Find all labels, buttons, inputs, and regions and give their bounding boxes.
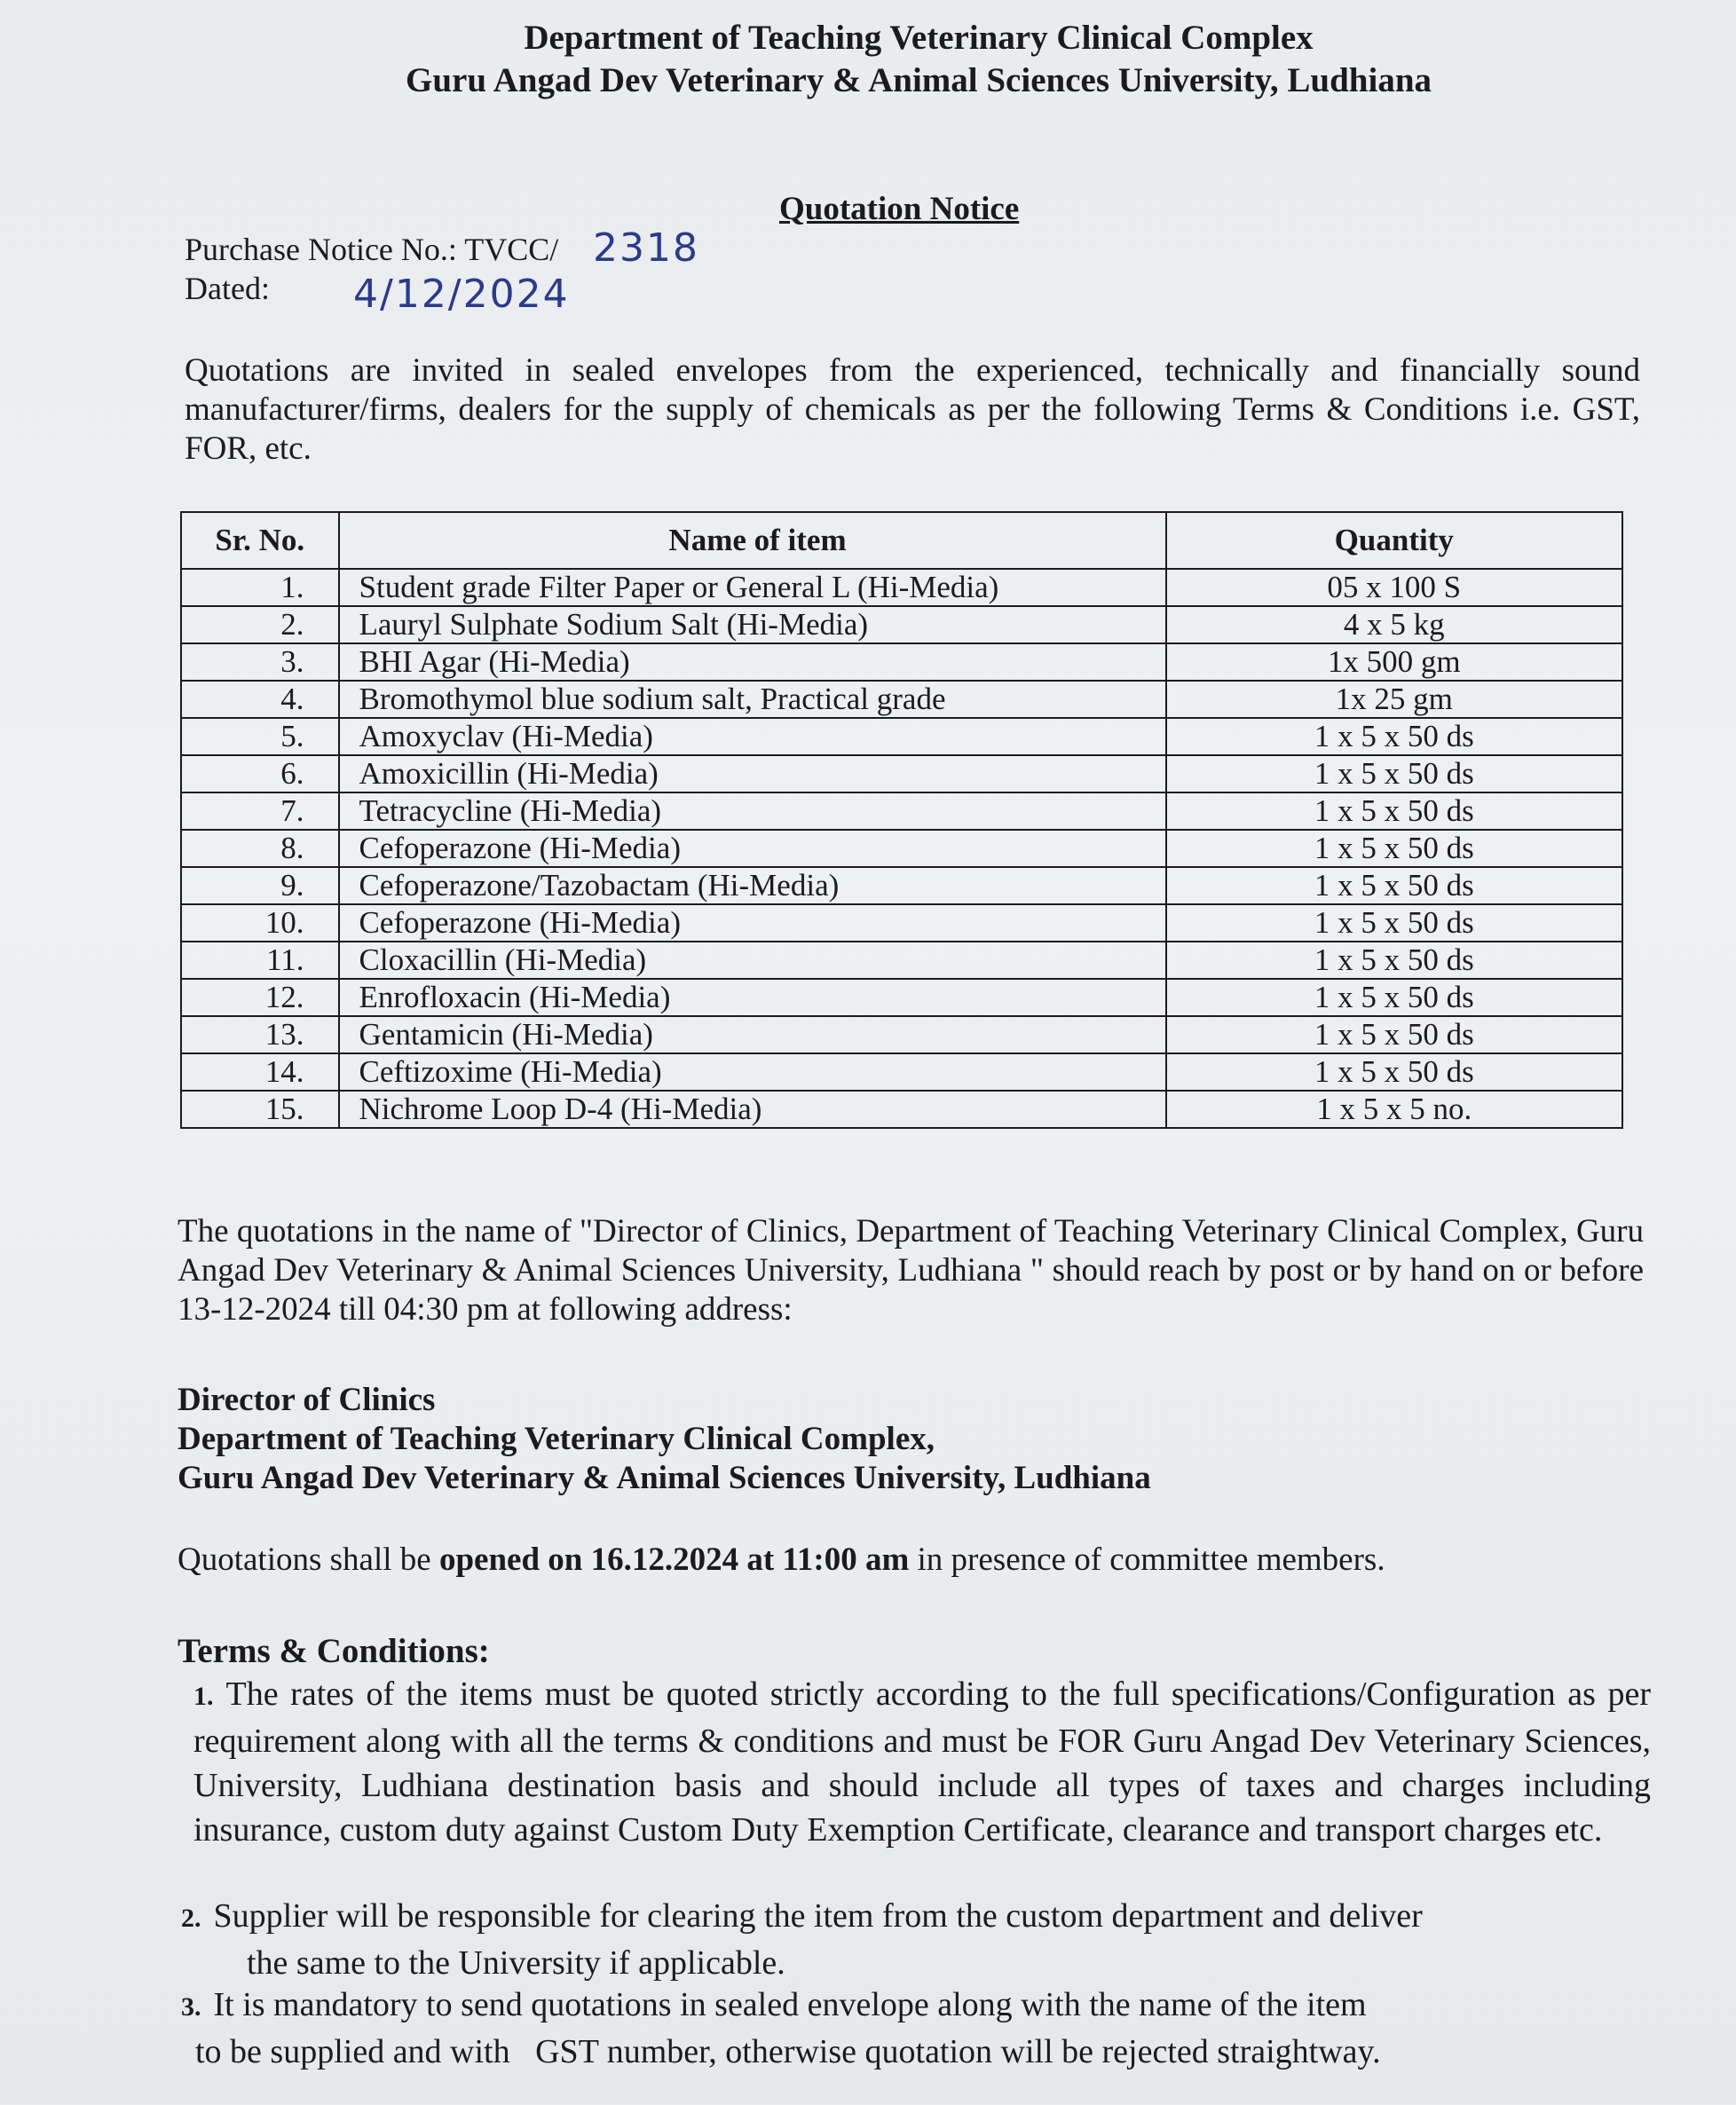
table-row [181,718,1622,755]
item-name-cell: BHI Agar (Hi-Media) [339,643,1166,681]
quantity-cell: 1x 25 gm [1166,681,1622,718]
item-name-cell: Lauryl Sulphate Sodium Salt (Hi-Media) [339,606,1166,643]
table-row [181,606,1622,643]
quantity-cell: 1 x 5 x 50 ds [1166,1016,1622,1053]
item-name-cell: Bromothymol blue sodium salt, Practical grade [339,681,1166,718]
purchase-notice-number: 2318 [593,225,699,271]
sr-cell: 1. [181,569,339,606]
quantity-cell: 1 x 5 x 50 ds [1166,718,1622,755]
table-row [181,942,1622,979]
table-row [181,979,1622,1016]
quantity-cell: 05 x 100 S [1166,569,1622,606]
table-row [181,1091,1622,1128]
item-name-cell: Cefoperazone (Hi-Media) [339,904,1166,942]
table-row [181,681,1622,718]
term-text-continued: the same to the University if applicable. [247,1944,785,1982]
item-name-cell: Nichrome Loop D-4 (Hi-Media) [339,1091,1166,1128]
notice-date: 4/12/2024 [353,272,570,317]
purchase-notice-label: Purchase Notice No.: TVCC/ [185,232,559,267]
table-row [181,867,1622,904]
sr-cell: 5. [181,718,339,755]
sr-cell: 12. [181,979,339,1016]
item-name-cell: Amoxicillin (Hi-Media) [339,755,1166,792]
opening-suffix: in presence of committee members. [909,1541,1385,1578]
quantity-cell: 1 x 5 x 50 ds [1166,904,1622,942]
opening-statement [178,1541,1385,1579]
table-row [181,643,1622,681]
term-number: 3. [181,1992,201,2022]
quantity-cell: 1 x 5 x 50 ds [1166,867,1622,904]
dated-label: Dated: [185,271,270,306]
sr-cell: 11. [181,942,339,979]
intro-paragraph: Quotations are invited in sealed envelopes from the experienced, technically and financially sound manufacturer/firms, dealers for the supply of chemicals as per the following Terms & Conditions i.e. GST, FOR, etc. [185,352,1640,467]
sr-cell: 6. [181,755,339,792]
sr-cell: 9. [181,867,339,904]
address-line-2: Department of Teaching Veterinary Clinical Complex, [178,1421,935,1457]
address-line-3: Guru Angad Dev Veterinary & Animal Sciences University, Ludhiana [178,1460,1151,1496]
sr-cell: 4. [181,681,339,718]
address-line-1: Director of Clinics [178,1382,436,1418]
column-header-sr-no: Sr. No. [181,512,339,569]
item-name-cell: Student grade Filter Paper or General L (Hi-Media) [339,569,1166,606]
term-text: Supplier will be responsible for clearing the item from the custom department and deliver [213,1897,1423,1935]
item-name-cell: Enrofloxacin (Hi-Media) [339,979,1166,1016]
table-row [181,1016,1622,1053]
sr-cell: 10. [181,904,339,942]
quantity-cell: 1 x 5 x 50 ds [1166,979,1622,1016]
quantity-cell: 1 x 5 x 50 ds [1166,1053,1622,1091]
term-item [181,1894,1654,1985]
sr-cell: 3. [181,643,339,681]
terms-heading: Terms & Conditions: [178,1632,490,1670]
item-name-cell: Cloxacillin (Hi-Media) [339,942,1166,979]
item-name-cell: Cefoperazone/Tazobactam (Hi-Media) [339,867,1166,904]
sr-cell: 7. [181,792,339,830]
column-header-quantity: Quantity [1166,512,1622,569]
table-row [181,1053,1622,1091]
quantity-cell: 1 x 5 x 50 ds [1166,942,1622,979]
table-row [181,904,1622,942]
item-name-cell: Cefoperazone (Hi-Media) [339,830,1166,867]
quantity-cell: 1 x 5 x 50 ds [1166,830,1622,867]
opening-prefix: Quotations shall be [178,1541,439,1578]
table-row [181,830,1622,867]
item-name-cell: Tetracycline (Hi-Media) [339,792,1166,830]
term-number: 2. [181,1904,201,1933]
submission-paragraph: The quotations in the name of "Director of Clinics, Department of Teaching Veterinary Clinical Complex, Guru Angad Dev Veterinary & Animal Sciences University, Ludhiana " should reach by post or by hand on or before 13-12-2024 till 04:30 pm at following address: [178,1213,1644,1328]
quantity-cell: 1x 500 gm [1166,643,1622,681]
term-text: It is mandatory to send quotations in sealed envelope along with the name of the item [213,1986,1367,2023]
sr-cell: 13. [181,1016,339,1053]
term-text: The rates of the items must be quoted strictly according to the full specifications/Configuration as per requirement along with all the terms & conditions and must be FOR Guru Angad Dev Veterinary Sciences, University, Ludhiana destination basis and should include all types of taxes and charges including insurance, custom duty against Custom Duty Exemption Certificate, clearance and transport charges etc. [193,1675,1651,1849]
quantity-cell: 1 x 5 x 50 ds [1166,792,1622,830]
table-header-row [181,512,1622,569]
table-row [181,569,1622,606]
item-name-cell: Ceftizoxime (Hi-Media) [339,1053,1166,1091]
page-title: Quotation Notice [779,191,1020,227]
item-name-cell: Amoxyclav (Hi-Media) [339,718,1166,755]
sr-cell: 14. [181,1053,339,1091]
opening-date-time: opened on 16.12.2024 at 11:00 am [438,1541,910,1578]
term-item [181,1983,1637,2074]
table-row [181,792,1622,830]
column-header-name: Name of item [339,512,1166,569]
term-text-continued: to be supplied and with GST number, otherwise quotation will be rejected straightway. [195,2033,1381,2070]
department-heading: Department of Teaching Veterinary Clinical Complex [524,19,1314,57]
sr-cell: 8. [181,830,339,867]
sr-cell: 15. [181,1091,339,1128]
items-table [180,511,1623,1129]
item-name-cell: Gentamicin (Hi-Media) [339,1016,1166,1053]
quantity-cell: 1 x 5 x 5 no. [1166,1091,1622,1128]
quantity-cell: 4 x 5 kg [1166,606,1622,643]
sr-cell: 2. [181,606,339,643]
term-number: 1. [193,1682,214,1711]
term-item [193,1672,1651,1852]
table-row [181,755,1622,792]
university-heading: Guru Angad Dev Veterinary & Animal Sciences University, Ludhiana [405,61,1432,99]
quantity-cell: 1 x 5 x 50 ds [1166,755,1622,792]
